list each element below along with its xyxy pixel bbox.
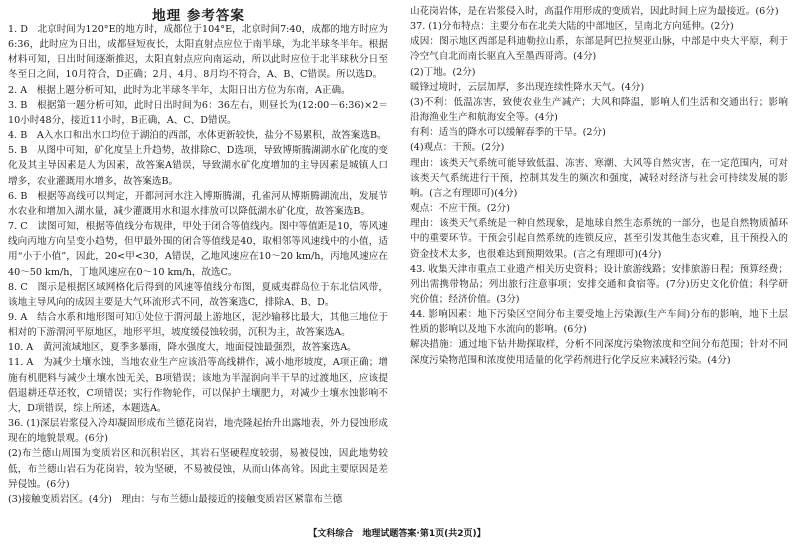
answer-36-part-3: (3)接触变质岩区。(4分) 理由：与布兰德山最接近的接触变质岩区紧靠布兰德 bbox=[8, 493, 343, 505]
page-footer: 【文科综合 地理试题答案·第1页(共2页)】 bbox=[308, 529, 486, 539]
answer-37-part-3-benefit: 有利：适当的降水可以缓解春季的干旱。(2分) bbox=[410, 127, 606, 139]
answer-2: 2. A 根据上题分析可知，此时为北半球冬半年，太阳日出方位为东南，A正确。 bbox=[8, 84, 351, 96]
answer-8: 8. C 图示是根据区域网格化后得到的风速等值线分布图，夏威夷群岛位于东北信风带，该地主导风向的成因主要是大气环流形式不同，故答案选C，排除A、B、D。 bbox=[8, 281, 388, 308]
answer-4: 4. B A入水口和出水口均位于湖泊的西部，水体更新较快，盐分不易累积，故答案选B。 bbox=[8, 130, 387, 142]
answer-37-cause: 成因：图示地区西部是科迪勒拉山系，东部是阿巴拉契亚山脉，中部是中央大平原，利于冷空气自北而南长驱直入至墨西哥湾。(4分) bbox=[410, 36, 788, 63]
answer-5: 5. B 从图中可知，矿化度呈上升趋势，故排除C、D选项，导致博斯腾湖湖水矿化度的变化及其主导因素是人为因素，故答案A错误，导致湖水矿化度增加的主导因素是城镇人口增多，农业灌溉用水增多，故答案选B。 bbox=[8, 145, 388, 187]
answer-1: 1. D 北京时间为120°E的地方时，成都位于104°E，北京时间7:40，成都的地方时应为6:36，此时应为日出，成都昼短夜长，太阳直射点应位于南半球，为北半球冬半年。根据材料可知，日出时间逐渐推迟，太阳直射点应向南运动，所以此时应位于北半球秋分日至冬至日之间，10月符合，D正确；2月、4月、8月均不符合，A、B、C错误。所以选D。 bbox=[8, 24, 388, 81]
right-answer-column bbox=[410, 4, 788, 368]
answer-43: 43. 收集天津市重点工业遗产相关历史资料；设计旅游线路；安排旅游日程；预算经费；列出需携带物品；列出旅行注意事项；安排交通和食宿等。(7分)历史文化价值；科学研究价值；经济价值。(3分) bbox=[410, 263, 788, 305]
answer-6: 6. B 根据等高线可以判定，开都河河水注入博斯腾湖，孔雀河从博斯腾湖流出，发展节水农业和增加入湖水量，减少灌溉用水和退水排放可以降低湖水矿化度，故答案选B。 bbox=[8, 190, 388, 217]
answer-37-part-4-reason-a: 理由：该类天气系统可能导致低温、冻害、寒潮、大风等自然灾害，在一定范围内，可对该类天气系统进行干预，控制其发生的频次和强度，减轻对经济与社会可持续发展的影响。(言之有理即可)(4分) bbox=[410, 157, 788, 199]
left-answer-column bbox=[8, 22, 388, 507]
page-title: 地理 参考答案 bbox=[152, 8, 245, 24]
answer-11: 11. A 为减少土壤水蚀，当地农业生产应该沿等高线耕作，减小地形坡度，A项正确；增施有机肥料与减少土壤水蚀无关，B项错误；该地为半湿润向半干旱的过渡地区，应该提倡退耕还草还牧，C项错误；实行作物轮作，可以保护土壤肥力，对减少土壤水蚀影响不大，D项错误，综上所述，本题选A。 bbox=[8, 357, 388, 414]
answer-37-part-2: (2)丁地。(2分) bbox=[410, 66, 476, 78]
answer-37-part-4-view-b: 观点：不应干预。(2分) bbox=[410, 203, 510, 215]
answer-10: 10. A 黄河流域地区，夏季多暴雨，降水强度大，地面侵蚀最强烈，故答案选A。 bbox=[8, 342, 357, 354]
answer-37-distribution: 37. (1)分布特点：主要分布在北美大陆的中部地区，呈南北方向延伸。(2分) bbox=[410, 21, 734, 33]
answer-36-part-2: (2)布兰德山周围为变质岩区和沉积岩区，其岩石坚硬程度较弱，易被侵蚀，因此地势较低，布兰德山岩石为花岗岩，较为坚硬，不易被侵蚀，从而山体高耸。因此主要原因是差异侵蚀。(6分) bbox=[8, 448, 388, 490]
answer-37-part-4-reason-b: 理由：该类天气系统是一种自然现象，是地球自然生态系统的一部分，也是自然物质循环中的重要环节。干预会引起自然系统的连锁反应，甚至引发其他生态灾难，且干预投入的资金技术太多，也很难达到预期效果。(言之有理即可)(4分) bbox=[410, 218, 788, 260]
answer-37-part-4-view-a: (4)观点：干预。(2分) bbox=[410, 142, 505, 154]
answer-36-continued: 山花岗岩体，是在岩浆侵入时，高温作用形成的变质岩，因此时间上应为最接近。(6分) bbox=[410, 6, 779, 17]
answer-37-part-3-harm: (3)不利：低温冻害，致使农业生产减产；大风和降温，影响人们生活和交通出行；影响沿海渔业生产和航海安全等。(4分) bbox=[410, 96, 788, 124]
answer-37-part-2-reason: 暖锋过境时，云层加厚，多出现连续性降水天气。(4分) bbox=[410, 81, 645, 93]
answer-44-measures: 解决措施：通过地下钻井勘探取样，分析不同深度污染物浓度和空间分布范围；针对不同深度污染物范围和浓度使用适量的化学药剂进行化学反应来减轻污染。(4分) bbox=[410, 339, 788, 366]
answer-44-factors: 44. 影响因素：地下污染区空间分布主要受地上污染源(生产车间)分布的影响，地下土层性质的影响以及地下水流向的影响。(6分) bbox=[410, 309, 788, 336]
answer-7: 7. C 读图可知，根据等值线分布规律，甲处于闭合等值线内。图中等值距是10，等风速线向丙地方向呈变小趋势，但甲最外围的闭合等值线是40，取相邻等风速线中的小值，适用“小于小值”，因此，20<甲<30，A错误，乙地风速应在10～20 km/h，丙地风速应在40～50 km/h，丁地风速应在0～10 km/h，故选C。 bbox=[8, 221, 388, 278]
answer-3: 3. B 根据第一题分析可知，此时日出时间为6：36左右，则昼长为(12:00－6:36)×2＝10小时48分，接近11小时，B正确，A、C、D错误。 bbox=[8, 99, 388, 126]
answer-36-part-1: 36. (1)深层岩浆侵入冷却凝固形成布兰德花岗岩，地壳隆起抬升出露地表，外力侵蚀形成现在的地貌景观。(6分) bbox=[8, 418, 388, 445]
answer-9: 9. A 结合水系和地形图可知①处位于渭河最上游地区，泥沙输移比最大，其他三地位于相对的下游渭河平原地区，地形平坦，坡度缓侵蚀较弱，沉积为主，故答案选A。 bbox=[8, 311, 388, 339]
